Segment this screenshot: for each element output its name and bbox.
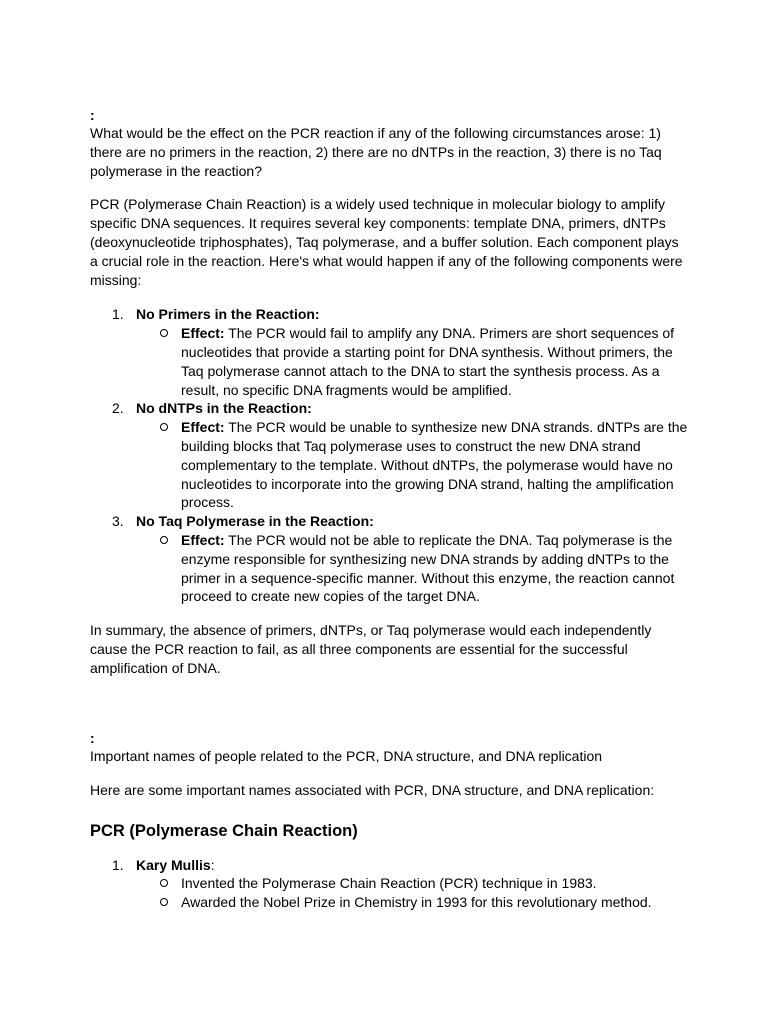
list-number: 1. (112, 856, 124, 873)
intro-paragraph: Here are some important names associated with PCR, DNA structure, and DNA replication: (90, 781, 655, 798)
intro-paragraph: PCR (Polymerase Chain Reaction) is a widely used technique in molecular biology to amplify specific DNA sequences. It requires several key components: template DNA, primers, dNTPs (deoxynucleotide triphosphates), Taq polymerase, and a buffer solution. Each component plays a crucial role in the reaction. Here's what would happen if any of the following components were missing: (90, 196, 683, 288)
hollow-bullet-icon (160, 329, 168, 337)
section-heading: PCR (Polymerase Chain Reaction) (90, 821, 358, 840)
hollow-bullet-icon (160, 879, 168, 887)
list-number: 3. (112, 513, 124, 530)
item-title: No Primers in the Reaction: (136, 306, 320, 323)
item-title: No dNTPs in the Reaction: (136, 400, 312, 417)
sub-list (136, 531, 690, 606)
effect-label: Effect: (181, 531, 225, 548)
list-number: 1. (112, 306, 124, 323)
sub-list-item (136, 418, 690, 512)
question-text: Important names of people related to the PCR, DNA structure, and DNA replication (90, 748, 603, 764)
effect-label: Effect: (181, 325, 225, 342)
hollow-bullet-icon (160, 423, 168, 431)
list-item (90, 399, 690, 512)
qa-section-pcr-effects (90, 106, 690, 678)
sub-list (136, 874, 690, 912)
effect-text: The PCR would be unable to synthesize new DNA strands. dNTPs are the building blocks that Taq polymerase uses to construct the new DNA strand complementary to the template. Without dNTPs, the polymerase would have no nucleotides to incorporate into the growing DNA strand, halting the amplification process. (181, 419, 688, 511)
sub-list (136, 418, 690, 512)
hollow-bullet-icon (160, 898, 168, 906)
list-item (90, 856, 690, 912)
sub-list-item (136, 531, 690, 606)
list-number: 2. (112, 400, 124, 417)
person-name: Kary Mullis (136, 856, 211, 873)
question-text: What would be the effect on the PCR reaction if any of the following circumstances arose: 1) there are no primers in the reaction, 2) there are no dNTPs in the reaction, 3) there is no Taq polymerase in the reaction? (90, 125, 662, 179)
list-item (90, 512, 690, 606)
summary-paragraph: In summary, the absence of primers, dNTPs, or Taq polymerase would each independently cause the PCR reaction to fail, as all three components are essential for the successful amplification of DNA. (90, 622, 652, 676)
sub-list-item (136, 324, 690, 399)
section-marker: : (90, 730, 95, 746)
names-list (90, 856, 690, 912)
qa-section-important-names (90, 729, 690, 912)
section-marker: : (90, 107, 95, 123)
effect-label: Effect: (181, 419, 225, 436)
effect-text: The PCR would not be able to replicate the DNA. Taq polymerase is the enzyme responsible for synthesizing new DNA strands by adding dNTPs to the primer in a sequence-specific manner. Without this enzyme, the reaction cannot proceed to create new copies of the target DNA. (181, 531, 675, 605)
bullet-text: Awarded the Nobel Prize in Chemistry in 1993 for this revolutionary method. (181, 894, 652, 911)
item-title: No Taq Polymerase in the Reaction: (136, 513, 374, 530)
effect-text: The PCR would fail to amplify any DNA. Primers are short sequences of nucleotides that provide a starting point for DNA synthesis. Without primers, the Taq polymerase cannot attach to the DNA to start the synthesis process. As a result, no specific DNA fragments would be amplified. (181, 325, 675, 398)
bullet-text: Invented the Polymerase Chain Reaction (PCR) technique in 1983. (181, 875, 597, 892)
sub-list-item (136, 874, 690, 893)
hollow-bullet-icon (160, 536, 168, 544)
list-item (90, 305, 690, 399)
name-suffix: : (210, 856, 215, 873)
sub-list-item (136, 893, 690, 912)
effects-list (90, 305, 690, 606)
sub-list (136, 324, 690, 399)
